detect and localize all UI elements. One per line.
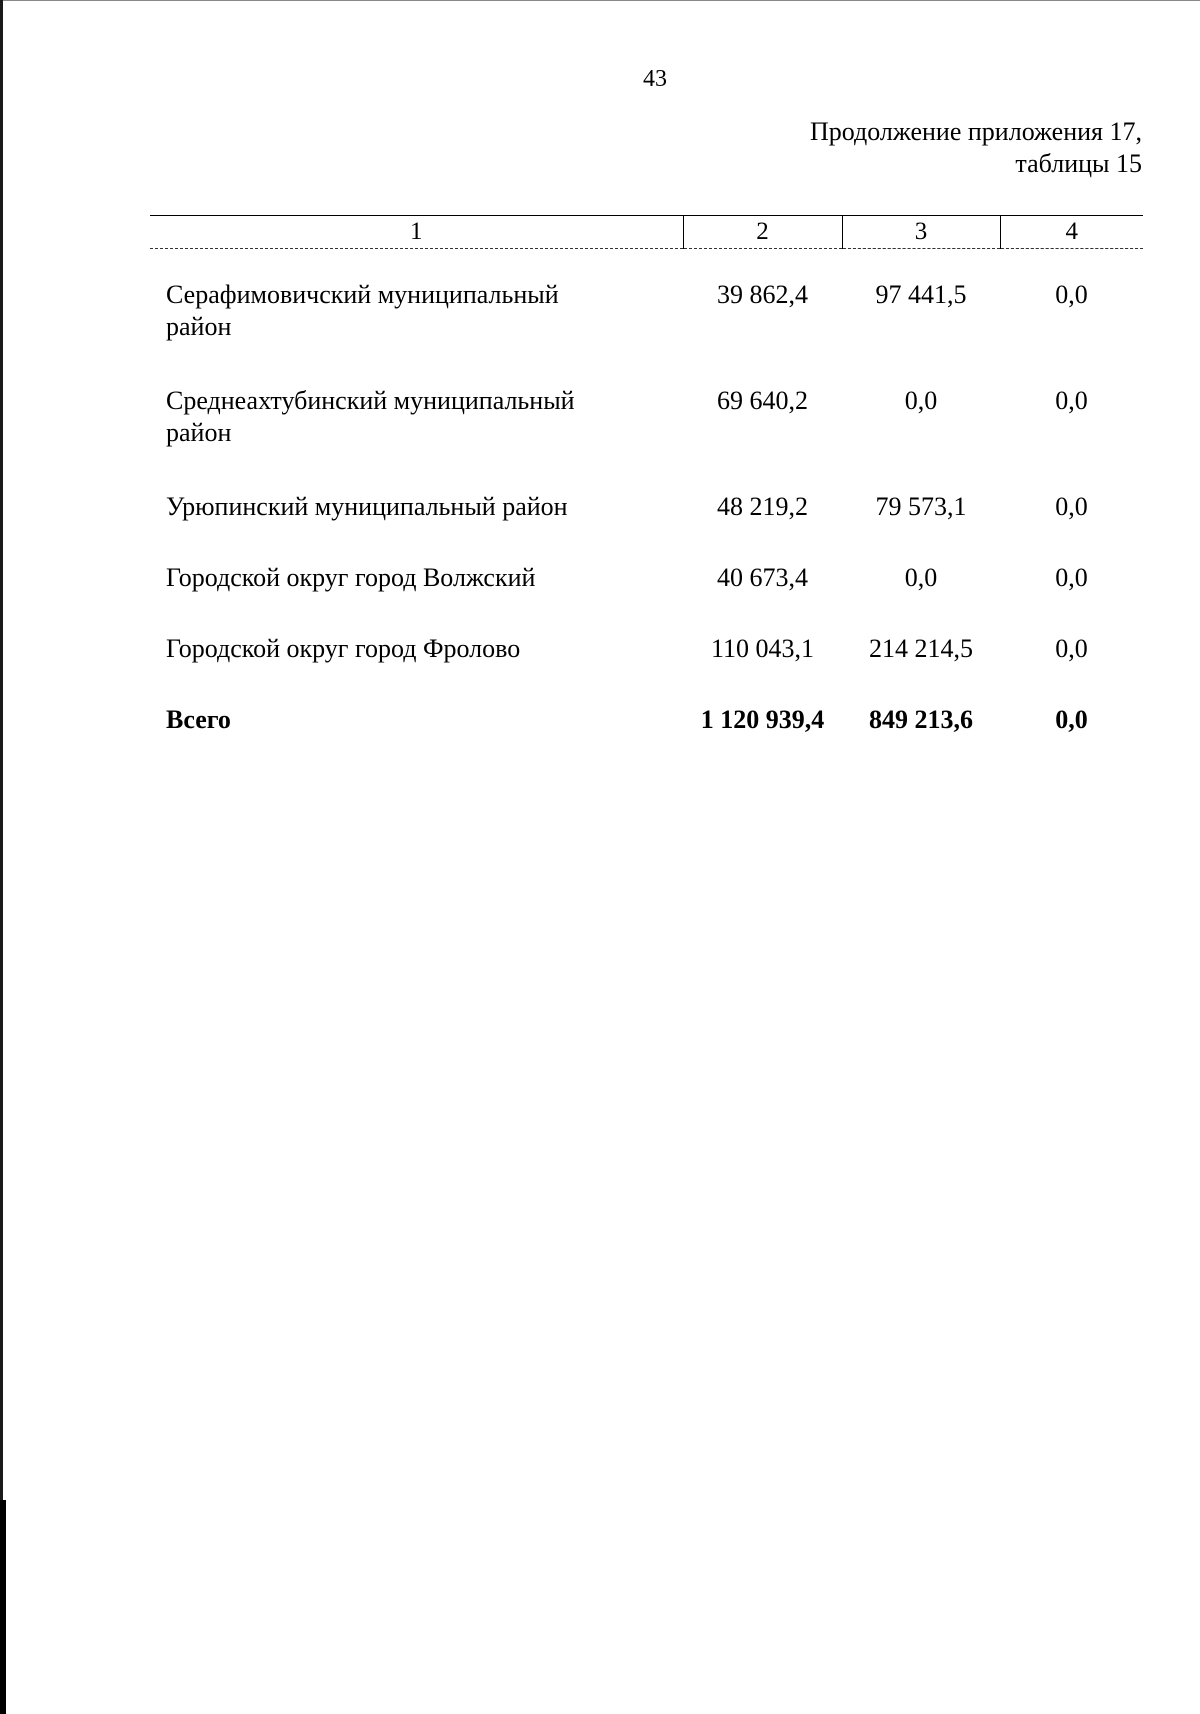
table-spacer — [150, 249, 1143, 280]
continuation-note — [810, 116, 1142, 180]
table-row — [150, 633, 1143, 704]
row-name-line-2: район — [166, 312, 232, 341]
total-row — [150, 704, 1143, 775]
row-value-col-4: 0,0 — [1055, 280, 1088, 309]
row-name: Урюпинский муниципальный район — [166, 492, 568, 521]
row-value-col-2: 48 219,2 — [717, 492, 808, 521]
scan-edge-left-bottom — [0, 1500, 6, 1714]
row-value-col-3: 79 573,1 — [875, 492, 967, 521]
table-row — [150, 279, 1143, 355]
row-value-col-3: 214 214,5 — [869, 634, 973, 663]
total-value-col-3: 849 213,6 — [869, 705, 973, 734]
row-value-col-2: 110 043,1 — [710, 634, 815, 663]
continuation-line-1: Продолжение приложения 17, — [809, 117, 1142, 146]
total-value-col-2: 1 120 939,4 — [700, 705, 825, 734]
row-value-col-2: 40 673,4 — [717, 563, 808, 592]
continuation-line-2: таблицы 15 — [1015, 149, 1142, 178]
header-row — [150, 216, 1143, 249]
row-name — [150, 385, 683, 461]
row-name-line-1: Серафимовичский муниципальный — [166, 280, 559, 309]
row-value-col-2: 39 862,4 — [717, 280, 808, 309]
table-row — [150, 385, 1143, 461]
header-col-1: 1 — [150, 216, 683, 249]
row-value-col-3: 97 441,5 — [875, 280, 967, 309]
row-value-col-3: 0,0 — [904, 563, 938, 592]
row-name-line-1: Среднеахтубинский муниципальный — [166, 386, 575, 415]
header-col-3: 3 — [842, 216, 1000, 249]
row-name — [150, 279, 683, 355]
page-number: 43 — [643, 66, 667, 92]
scan-edge-top — [0, 0, 1200, 1]
row-value-col-2: 69 640,2 — [717, 386, 808, 415]
row-name: Городской округ город Волжский — [166, 563, 536, 592]
scan-edge-left — [0, 0, 3, 1714]
row-value-col-4: 0,0 — [1055, 492, 1088, 521]
table-spacer — [150, 355, 1143, 385]
total-label: Всего — [166, 705, 231, 734]
row-name: Городской округ город Фролово — [166, 634, 521, 663]
row-value-col-4: 0,0 — [1055, 634, 1088, 663]
header-col-2: 2 — [683, 216, 842, 249]
row-name-line-2: район — [166, 418, 232, 447]
row-value-col-4: 0,0 — [1055, 386, 1088, 415]
table-spacer — [150, 461, 1143, 491]
total-value-col-4: 0,0 — [1055, 705, 1088, 734]
table-row — [150, 562, 1143, 633]
row-value-col-3: 0,0 — [904, 386, 938, 415]
header-col-4: 4 — [1000, 216, 1143, 249]
table-row — [150, 491, 1143, 562]
row-value-col-4: 0,0 — [1055, 563, 1088, 592]
appendix-table — [150, 215, 1143, 775]
